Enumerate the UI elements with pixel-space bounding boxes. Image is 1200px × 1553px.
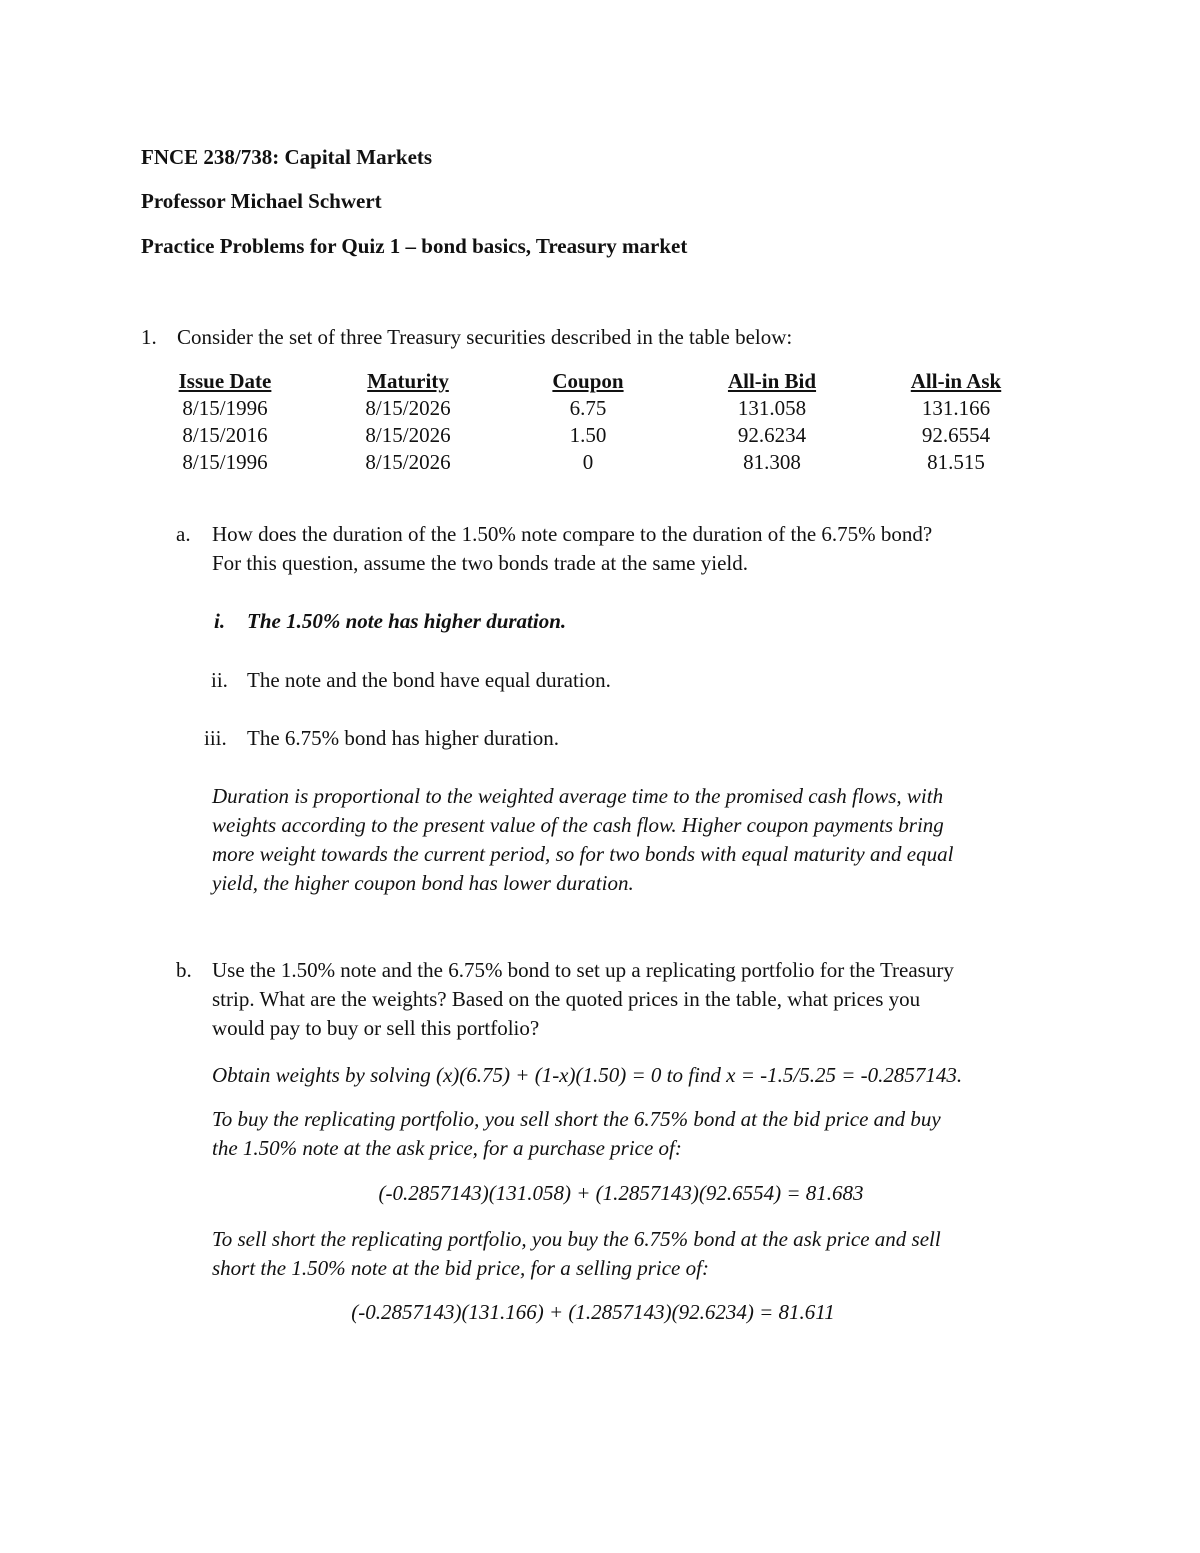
part-b-label: b. xyxy=(176,958,192,982)
table-cell: 8/15/1996 xyxy=(182,450,268,474)
table-cell: 131.166 xyxy=(921,396,991,420)
table-cell: 81.515 xyxy=(927,450,985,474)
option-text: The 6.75% bond has higher duration. xyxy=(247,726,560,750)
part-a-question-line: How does the duration of the 1.50% note compare to the duration of the 6.75% bond? xyxy=(212,522,933,546)
sell-explanation-line: short the 1.50% note at the bid price, for a selling price of: xyxy=(212,1256,709,1280)
table-cell: 8/15/2016 xyxy=(182,423,268,447)
buy-explanation-line: the 1.50% note at the ask price, for a purchase price of: xyxy=(212,1136,682,1160)
table-header-maturity: Maturity xyxy=(367,369,449,393)
table-header-all-in-ask: All-in Ask xyxy=(910,369,1002,393)
table-cell: 131.058 xyxy=(737,396,807,420)
explanation-line: weights according to the present value of the cash flow. Higher coupon payments bring xyxy=(212,813,944,837)
option-number: iii. xyxy=(204,726,227,750)
option-text: The note and the bond have equal duration. xyxy=(247,668,611,692)
part-a-label: a. xyxy=(176,522,191,546)
document-title: Practice Problems for Quiz 1 – bond basics, Treasury market xyxy=(141,234,688,258)
table-header-issue-date: Issue Date xyxy=(178,369,272,393)
weights-solution: Obtain weights by solving (x)(6.75) + (1-x)(1.50) = 0 to find x = -1.5/5.25 = -0.2857143. xyxy=(212,1063,963,1087)
table-cell: 8/15/2026 xyxy=(365,423,451,447)
table-header-coupon: Coupon xyxy=(552,369,624,393)
table-cell: 1.50 xyxy=(569,423,607,447)
buy-explanation-line: To buy the replicating portfolio, you sell short the 6.75% bond at the bid price and buy xyxy=(212,1107,941,1131)
professor-name: Professor Michael Schwert xyxy=(141,189,382,213)
explanation-line: Duration is proportional to the weighted average time to the promised cash flows, with xyxy=(212,784,944,808)
course-title: FNCE 238/738: Capital Markets xyxy=(141,145,433,169)
table-cell: 8/15/2026 xyxy=(365,396,451,420)
table-cell: 8/15/2026 xyxy=(365,450,451,474)
table-cell: 81.308 xyxy=(743,450,801,474)
table-cell: 0 xyxy=(582,450,594,474)
part-b-question-line: Use the 1.50% note and the 6.75% bond to set up a replicating portfolio for the Treasury xyxy=(212,958,954,982)
question-1-text: Consider the set of three Treasury securities described in the table below: xyxy=(177,325,793,349)
sell-explanation-line: To sell short the replicating portfolio, you buy the 6.75% bond at the ask price and sell xyxy=(212,1227,941,1251)
table-cell: 92.6234 xyxy=(737,423,807,447)
table-header-all-in-bid: All-in Bid xyxy=(727,369,817,393)
part-b-question-line: strip. What are the weights? Based on the quoted prices in the table, what prices you xyxy=(212,987,921,1011)
table-cell: 6.75 xyxy=(569,396,607,420)
option-number: i. xyxy=(214,609,226,633)
sell-equation: (-0.2857143)(131.166) + (1.2857143)(92.6234) = 81.611 xyxy=(351,1300,835,1324)
option-number: ii. xyxy=(211,668,228,692)
question-1-number: 1. xyxy=(141,325,157,349)
buy-equation: (-0.2857143)(131.058) + (1.2857143)(92.6554) = 81.683 xyxy=(378,1181,864,1205)
explanation-line: yield, the higher coupon bond has lower duration. xyxy=(212,871,634,895)
table-cell: 92.6554 xyxy=(921,423,991,447)
part-b-question-line: would pay to buy or sell this portfolio? xyxy=(212,1016,540,1040)
explanation-line: more weight towards the current period, so for two bonds with equal maturity and equal xyxy=(212,842,954,866)
part-a-question-line: For this question, assume the two bonds trade at the same yield. xyxy=(212,551,748,575)
table-cell: 8/15/1996 xyxy=(182,396,268,420)
option-correct-answer: The 1.50% note has higher duration. xyxy=(247,609,567,633)
